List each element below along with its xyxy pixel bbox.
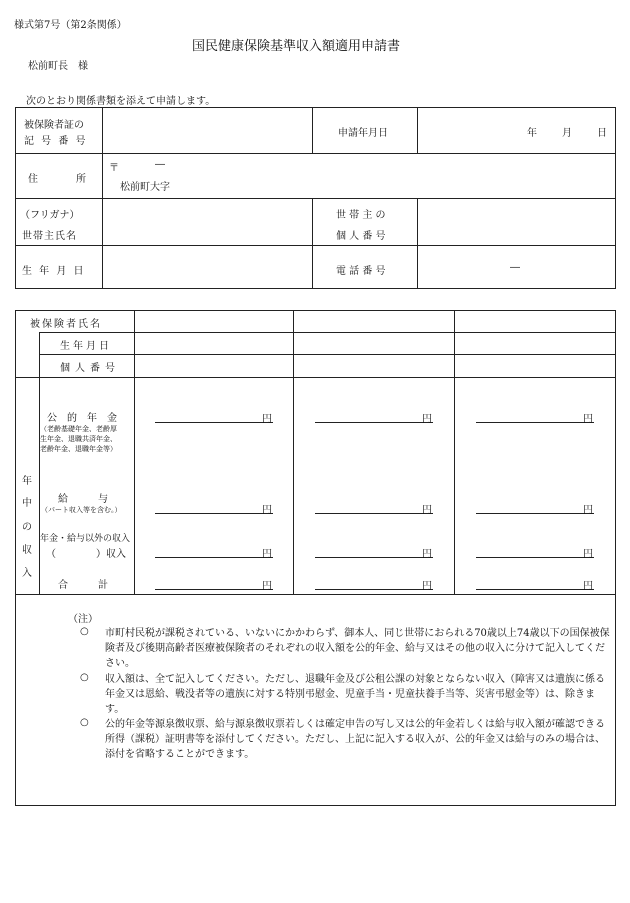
insured-1-pension-field[interactable] xyxy=(155,406,260,421)
insured-3-birth-field[interactable] xyxy=(457,334,613,352)
day-label: 日 xyxy=(597,128,607,139)
yen-label: 円 xyxy=(262,414,272,425)
householder-birth-field[interactable] xyxy=(106,248,309,286)
pension-note-3: 老齢年金、退職年金等） xyxy=(40,445,117,453)
intro-text: 次のとおり関係書類を添えて申請します。 xyxy=(26,96,216,107)
address-prefill: 松前町大字 xyxy=(120,182,170,193)
insured-3-personal-no-field[interactable] xyxy=(457,356,613,375)
yen-label: 円 xyxy=(422,505,432,516)
apply-date-field[interactable] xyxy=(420,110,613,150)
address-label-2: 所 xyxy=(76,174,86,185)
phone-label: 電 話 番 号 xyxy=(336,266,386,277)
insured-card-label: 被保険者証の xyxy=(24,120,84,131)
insured-3-salary-field[interactable] xyxy=(476,497,581,512)
furigana-label: （フリガナ） xyxy=(20,210,80,221)
insured-2-birth-field[interactable] xyxy=(296,334,451,352)
annual-income-char-5: 入 xyxy=(22,568,32,579)
note-bullet: ○ xyxy=(80,626,89,637)
postal-dash: ― xyxy=(155,159,165,170)
annual-income-char-1: 年 xyxy=(22,476,32,487)
insured-1-name-field[interactable] xyxy=(137,312,290,330)
annual-income-char-3: の xyxy=(22,522,32,533)
note-bullet: ○ xyxy=(80,717,89,728)
insured-1-total-field[interactable] xyxy=(155,573,260,588)
other-income-label-2: （ ）収入 xyxy=(46,549,126,560)
other-income-label: 年金・給与以外の収入 xyxy=(40,534,131,544)
yen-label: 円 xyxy=(262,549,272,560)
yen-label: 円 xyxy=(262,581,272,592)
insured-name-label: 被保険者氏名 xyxy=(30,319,102,330)
pension-note-1: （老齢基礎年金、老齢厚 xyxy=(40,425,117,433)
annual-income-char-4: 収 xyxy=(22,545,32,556)
insured-1-personal-no-field[interactable] xyxy=(137,356,290,375)
address-field[interactable] xyxy=(175,175,610,193)
insured-3-pension-field[interactable] xyxy=(476,406,581,421)
yen-label: 円 xyxy=(262,505,272,516)
note-item-3: 公的年金等源泉徴収票、給与源泉徴収票若しくは確定申告の写し又は公的年金若しくは給与収入額が確認できる所得（課税）証明書等を添付してください。ただし、上記に記入する収入が、公的年金又は給与のみの場合は、添付を省略することができます。 xyxy=(105,719,605,760)
pension-label: 公 的 年 金 xyxy=(47,413,117,424)
form-title: 国民健康保険基準収入額適用申請書 xyxy=(192,39,401,54)
addressee: 松前町長 様 xyxy=(28,61,88,72)
birth-label: 生 年 月 日 xyxy=(22,266,86,277)
insured-card-number-field[interactable] xyxy=(108,110,308,150)
phone-field[interactable] xyxy=(420,248,613,286)
address-label-1: 住 xyxy=(28,174,38,185)
yen-label: 円 xyxy=(583,581,593,592)
householder-no-label-2: 個 人 番 号 xyxy=(336,231,386,242)
insured-3-name-field[interactable] xyxy=(457,312,613,330)
year-label: 年 xyxy=(527,128,537,139)
yen-label: 円 xyxy=(583,549,593,560)
note-item-1: 市町村民税が課税されている、いないにかかわらず、御本人、同じ世帯におられる70歳以上74歳以下の国保被保険者及び後期高齢者医療被保険者のそれぞれの収入額を公的年金、給与又はその他の収入に分けて記入してください。 xyxy=(105,628,610,669)
householder-name-label: 世帯主氏名 xyxy=(22,231,77,242)
insured-1-birth-field[interactable] xyxy=(137,334,290,352)
insured-1-salary-field[interactable] xyxy=(155,497,260,512)
insured-2-personal-no-field[interactable] xyxy=(296,356,451,375)
insured-2-other-income-field[interactable] xyxy=(315,541,420,556)
householder-no-label-1: 世 帯 主 の xyxy=(336,210,386,221)
insured-3-total-field[interactable] xyxy=(476,573,581,588)
notes-heading: （注） xyxy=(68,614,98,625)
salary-label: 給 与 xyxy=(58,494,108,505)
householder-personal-number-field[interactable] xyxy=(420,201,613,242)
yen-label: 円 xyxy=(583,414,593,425)
yen-label: 円 xyxy=(422,581,432,592)
yen-label: 円 xyxy=(422,414,432,425)
yen-label: 円 xyxy=(422,549,432,560)
phone-dash: ― xyxy=(510,262,520,273)
insured-1-other-income-field[interactable] xyxy=(155,541,260,556)
insured-personal-no-label: 個人番号 xyxy=(60,363,120,374)
form-number: 様式第7号（第2条関係） xyxy=(14,20,127,31)
householder-name-field[interactable] xyxy=(106,201,309,242)
annual-income-char-2: 中 xyxy=(22,498,32,509)
insured-birth-label: 生年月日 xyxy=(60,341,112,352)
insured-2-pension-field[interactable] xyxy=(315,406,420,421)
note-item-2: 収入額は、全て記入してください。ただし、退職年金及び公租公課の対象とならない収入（障害又は遺族に係る年金又は恩給、戦没者等の遺族に対する特別弔慰金、児童手当・児童扶養手当等、災害弔慰金等）は、除きます。 xyxy=(105,674,605,715)
postal-mark: 〒 xyxy=(109,163,119,174)
insured-3-other-income-field[interactable] xyxy=(476,541,581,556)
insured-card-label-2: 記 号 番 号 xyxy=(24,136,88,147)
yen-label: 円 xyxy=(583,505,593,516)
pension-note-2: 生年金、退職共済年金、 xyxy=(40,435,117,443)
apply-date-label: 申請年月日 xyxy=(338,128,388,139)
insured-2-total-field[interactable] xyxy=(315,573,420,588)
month-label: 月 xyxy=(562,128,572,139)
note-bullet: ○ xyxy=(80,672,89,683)
insured-2-name-field[interactable] xyxy=(296,312,451,330)
total-label: 合 計 xyxy=(58,580,108,591)
salary-note: （パート収入等を含む。） xyxy=(41,506,122,514)
insured-2-salary-field[interactable] xyxy=(315,497,420,512)
